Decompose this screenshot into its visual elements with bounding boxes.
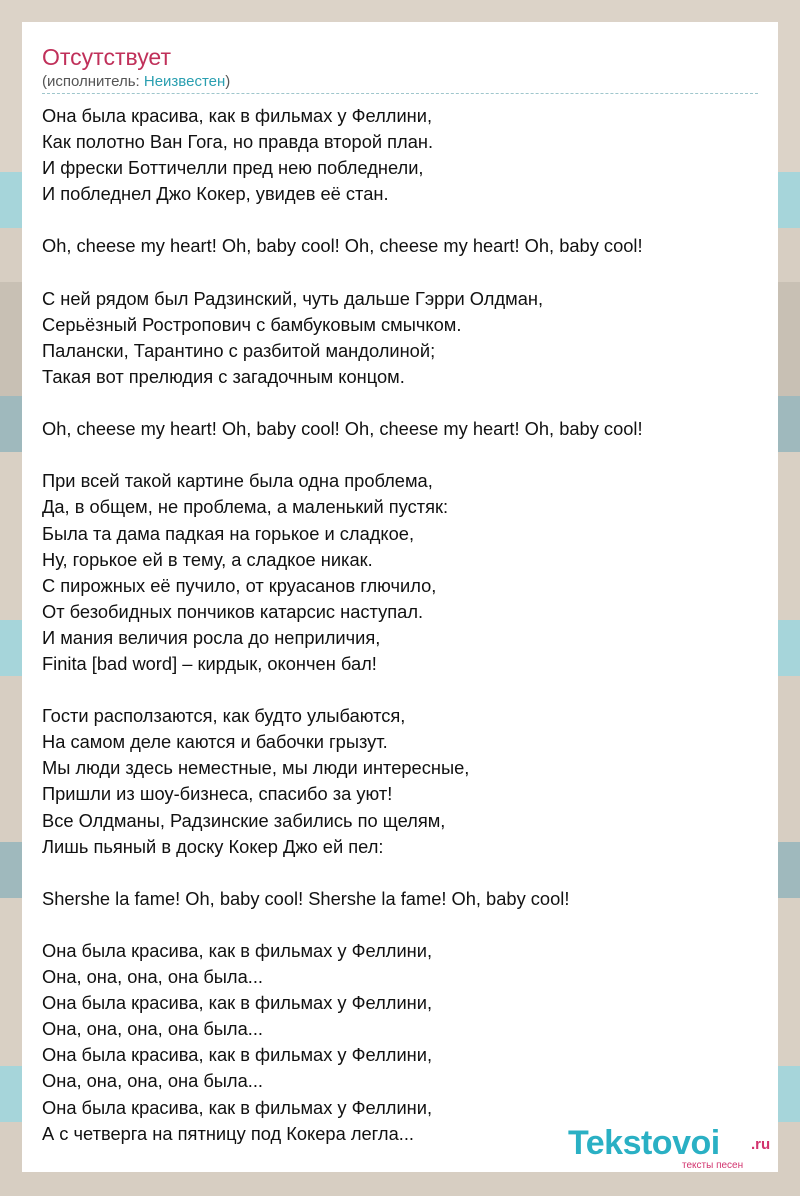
lyrics-line: Она, она, она, она была...	[42, 1018, 264, 1040]
lyrics-stanza	[42, 286, 762, 390]
lyrics-line: Она была красива, как в фильмах у Феллини,	[42, 1044, 433, 1066]
lyrics-line: На самом деле каются и бабочки грызут.	[42, 731, 388, 753]
lyrics-text	[42, 103, 762, 1173]
site-logo[interactable]	[568, 1124, 778, 1170]
lyrics-card	[22, 22, 778, 1172]
lyrics-line: Палански, Тарантино с разбитой мандолиной;	[42, 339, 436, 361]
lyrics-line: Была та дама падкая на горькое и сладкое,	[42, 522, 415, 544]
lyrics-line: С ней рядом был Радзинский, чуть дальше Гэрри Олдман,	[42, 287, 544, 309]
logo-tagline: тексты песен	[682, 1160, 744, 1171]
artist-link[interactable]: Неизвестен	[143, 73, 226, 90]
lyrics-line: Finita [bad word] – кирдык, окончен бал!	[42, 652, 377, 674]
lyrics-line: Мы люди здесь неместные, мы люди интересные,	[42, 757, 470, 779]
lyrics-line: Ну, горькое ей в тему, а сладкое никак.	[42, 548, 373, 570]
lyrics-line: Она, она, она, она была...	[42, 966, 264, 988]
lyrics-stanza	[42, 938, 762, 1147]
lyrics-line: Такая вот прелюдия с загадочным концом.	[42, 365, 405, 387]
lyrics-line: И фрески Боттичелли пред нею побледнели,	[42, 157, 424, 179]
lyrics-stanza	[42, 103, 762, 207]
lyrics-line: Как полотно Ван Гога, но правда второй план.	[42, 131, 434, 153]
lyrics-line: Да, в общем, не проблема, а маленький пустяк:	[42, 496, 449, 518]
lyrics-line: Пришли из шоу-бизнеса, спасибо за уют!	[42, 783, 393, 805]
lyrics-line: И мания величия росла до неприличия,	[42, 626, 381, 648]
lyrics-line: И побледнел Джо Кокер, увидев её стан.	[42, 183, 389, 205]
logo-domain: .ru	[751, 1136, 771, 1153]
lyrics-line: Лишь пьяный в доску Кокер Джо ей пел:	[42, 835, 384, 857]
lyrics-stanza	[42, 703, 762, 860]
lyrics-line: От безобидных пончиков катарсис наступал.	[42, 600, 424, 622]
lyrics-stanza	[42, 468, 762, 677]
artist-suffix: )	[225, 73, 231, 90]
dashed-divider	[42, 93, 758, 94]
lyrics-stanza	[42, 886, 762, 912]
lyrics-line: Oh, cheese my heart! Oh, baby cool! Oh, cheese my heart! Oh, baby cool!	[42, 235, 643, 257]
lyrics-line: Shershe la fame! Oh, baby cool! Shershe la fame! Oh, baby cool!	[42, 887, 570, 909]
lyrics-line: Гости расползаются, как будто улыбаются,	[42, 705, 406, 727]
artist-prefix: (исполнитель:	[42, 73, 144, 90]
logo-wordmark: Tekstovoi	[568, 1124, 720, 1162]
lyrics-line: С пирожных её пучило, от круасанов глючило,	[42, 574, 437, 596]
lyrics-line: Она была красива, как в фильмах у Феллини,	[42, 992, 433, 1014]
lyrics-stanza	[42, 233, 762, 259]
lyrics-line: Oh, cheese my heart! Oh, baby cool! Oh, cheese my heart! Oh, baby cool!	[42, 418, 643, 440]
lyrics-line: При всей такой картине была одна проблема,	[42, 470, 433, 492]
artist-line	[42, 72, 230, 92]
lyrics-line: Все Олдманы, Радзинские забились по щелям,	[42, 809, 446, 831]
lyrics-line: Она была красива, как в фильмах у Феллини,	[42, 1096, 433, 1118]
lyrics-line: Она, она, она, она была...	[42, 1070, 264, 1092]
lyrics-line: А с четверга на пятницу под Кокера легла...	[42, 1122, 414, 1144]
lyrics-line: Она была красива, как в фильмах у Феллини,	[42, 940, 433, 961]
lyrics-line: Серьёзный Ростропович с бамбуковым смычком.	[42, 313, 462, 335]
lyrics-stanza	[42, 416, 762, 442]
song-title: Отсутствует	[42, 44, 171, 70]
lyrics-line: Она была красива, как в фильмах у Феллини,	[42, 105, 433, 126]
